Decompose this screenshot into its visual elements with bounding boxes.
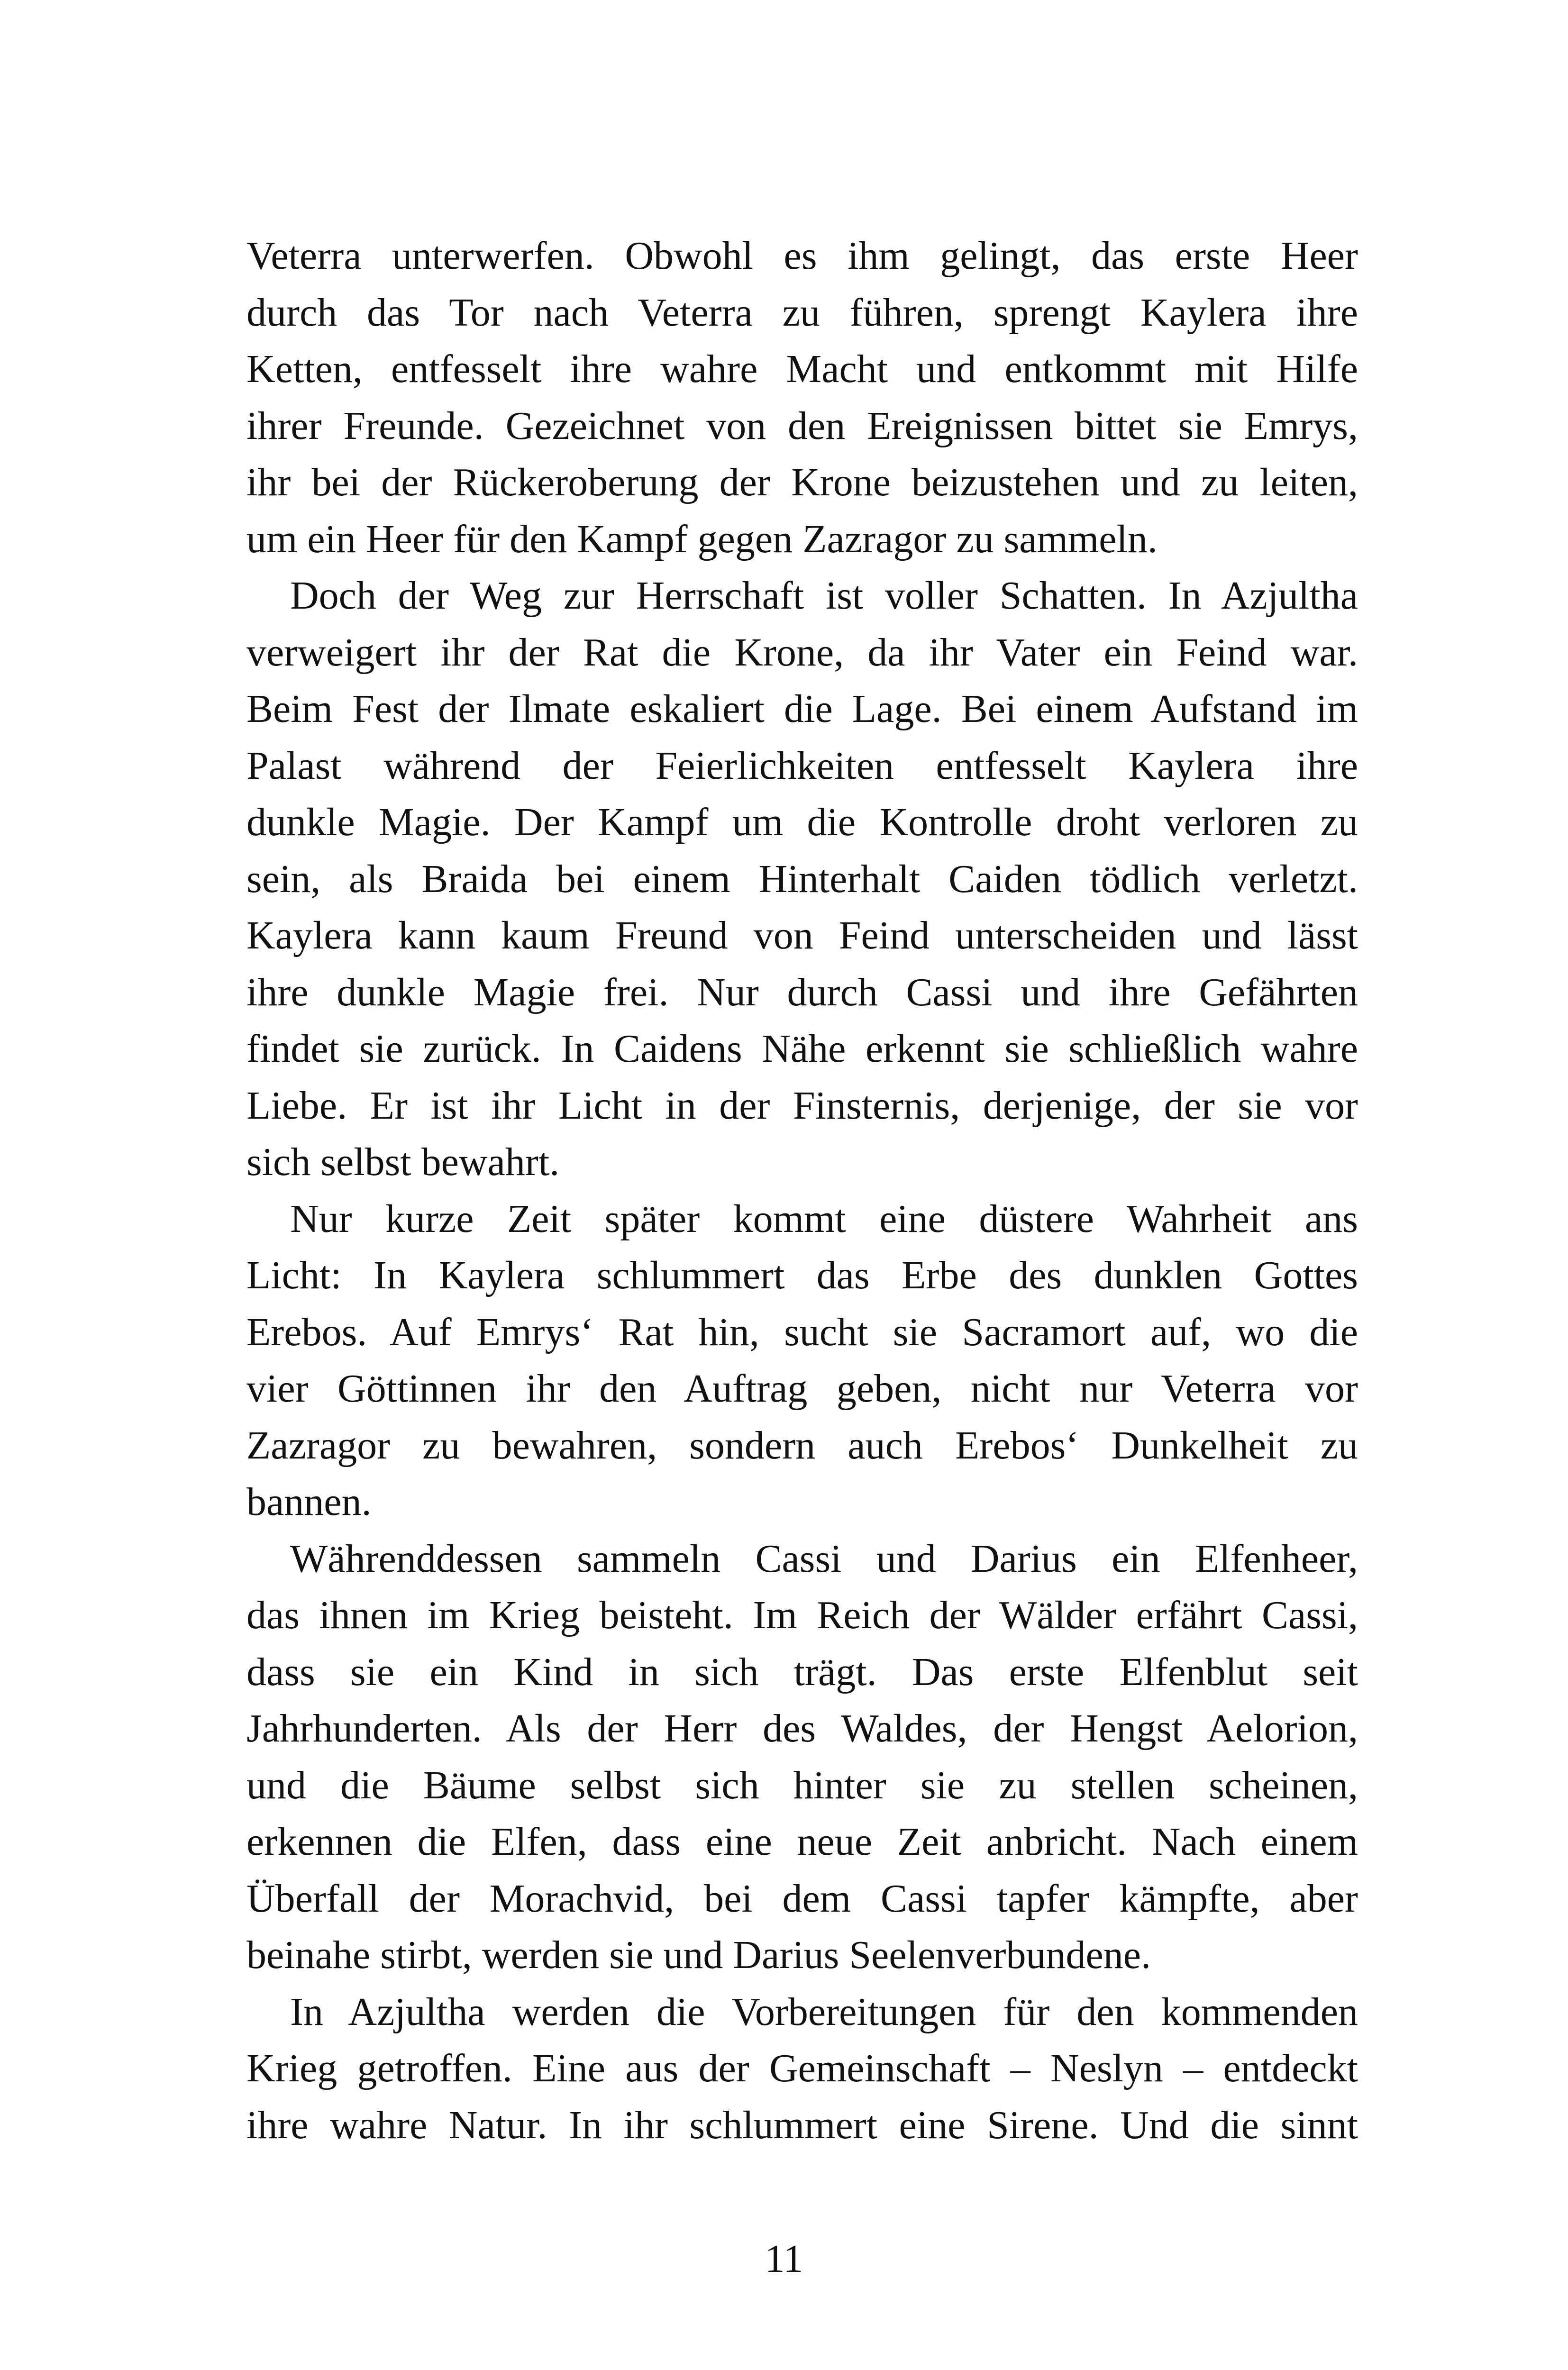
text-line: um ein Heer für den Kampf gegen Zazragor zu sammeln. (246, 517, 1158, 561)
text-line: Palast während der Feierlichkeiten entfesselt Kaylera ihre (246, 743, 1358, 788)
text-line: Doch der Weg zur Herrschaft ist voller Schatten. In Azjultha (290, 574, 1358, 618)
text-line: erkennen die Elfen, dass eine neue Zeit anbricht. Nach einem (246, 1820, 1358, 1864)
text-line: Ketten, entfesselt ihre wahre Macht und entkommt mit Hilfe (246, 347, 1358, 391)
text-line: Kaylera kann kaum Freund von Feind unterscheiden und lässt (246, 913, 1358, 957)
text-line: dass sie ein Kind in sich trägt. Das erste Elfenblut seit (246, 1650, 1358, 1694)
paragraph-1 (246, 228, 1358, 567)
text-line: In Azjultha werden die Vorbereitungen für den kommenden (290, 1989, 1358, 2034)
text-line: ihre dunkle Magie frei. Nur durch Cassi und ihre Gefährten (246, 970, 1358, 1014)
text-line: beinahe stirbt, werden sie und Darius Seelenverbundene. (246, 1933, 1151, 1977)
text-line: Krieg getroffen. Eine aus der Gemeinschaft – Neslyn – entdeckt (246, 2046, 1358, 2090)
text-line: Licht: In Kaylera schlummert das Erbe des dunklen Gottes (246, 1253, 1358, 1297)
text-line: das ihnen im Krieg beisteht. Im Reich der Wälder erfährt Cassi, (246, 1593, 1358, 1637)
text-line: Jahrhunderten. Als der Herr des Waldes, der Hengst Aelorion, (246, 1706, 1358, 1750)
text-line: durch das Tor nach Veterra zu führen, sprengt Kaylera ihre (246, 290, 1358, 335)
text-line: ihr bei der Rückeroberung der Krone beizustehen und zu leiten, (246, 460, 1358, 504)
text-line: Veterra unterwerfen. Obwohl es ihm gelingt, das erste Heer (246, 234, 1358, 278)
page-number: 11 (765, 2237, 803, 2281)
text-line: Nur kurze Zeit später kommt eine düstere Wahrheit ans (290, 1196, 1358, 1241)
paragraph-2 (246, 567, 1358, 1191)
text-line: dunkle Magie. Der Kampf um die Kontrolle droht verloren zu (246, 800, 1358, 844)
text-line: verweigert ihr der Rat die Krone, da ihr Vater ein Feind war. (246, 630, 1358, 675)
text-line: sich selbst bewahrt. (246, 1140, 560, 1184)
text-line: vier Göttinnen ihr den Auftrag geben, nicht nur Veterra vor (246, 1367, 1358, 1411)
text-line: Währenddessen sammeln Cassi und Darius ein Elfenheer, (290, 1536, 1358, 1581)
text-line: ihrer Freunde. Gezeichnet von den Ereignissen bittet sie Emrys, (246, 403, 1358, 448)
text-line: bannen. (246, 1480, 372, 1524)
text-line: findet sie zurück. In Caidens Nähe erkennt sie schließlich wahre (246, 1027, 1358, 1071)
text-line: Zazragor zu bewahren, sondern auch Erebos‘ Dunkelheit zu (246, 1423, 1358, 1468)
text-line: Beim Fest der Ilmate eskaliert die Lage. Bei einem Aufstand im (246, 687, 1358, 731)
text-line: Überfall der Morachvid, bei dem Cassi tapfer kämpfte, aber (246, 1876, 1358, 1921)
paragraph-5 (246, 1984, 1358, 2154)
text-line: Liebe. Er ist ihr Licht in der Finsternis, derjenige, der sie vor (246, 1083, 1358, 1128)
body-text (246, 228, 1358, 2153)
text-line: Erebos. Auf Emrys‘ Rat hin, sucht sie Sacramort auf, wo die (246, 1310, 1358, 1354)
text-line: ihre wahre Natur. In ihr schlummert eine Sirene. Und die sinnt (246, 2103, 1358, 2147)
paragraph-4 (246, 1531, 1358, 1984)
text-line: sein, als Braida bei einem Hinterhalt Caiden tödlich verletzt. (246, 857, 1358, 901)
paragraph-3 (246, 1191, 1358, 1531)
text-line: und die Bäume selbst sich hinter sie zu stellen scheinen, (246, 1763, 1358, 1807)
